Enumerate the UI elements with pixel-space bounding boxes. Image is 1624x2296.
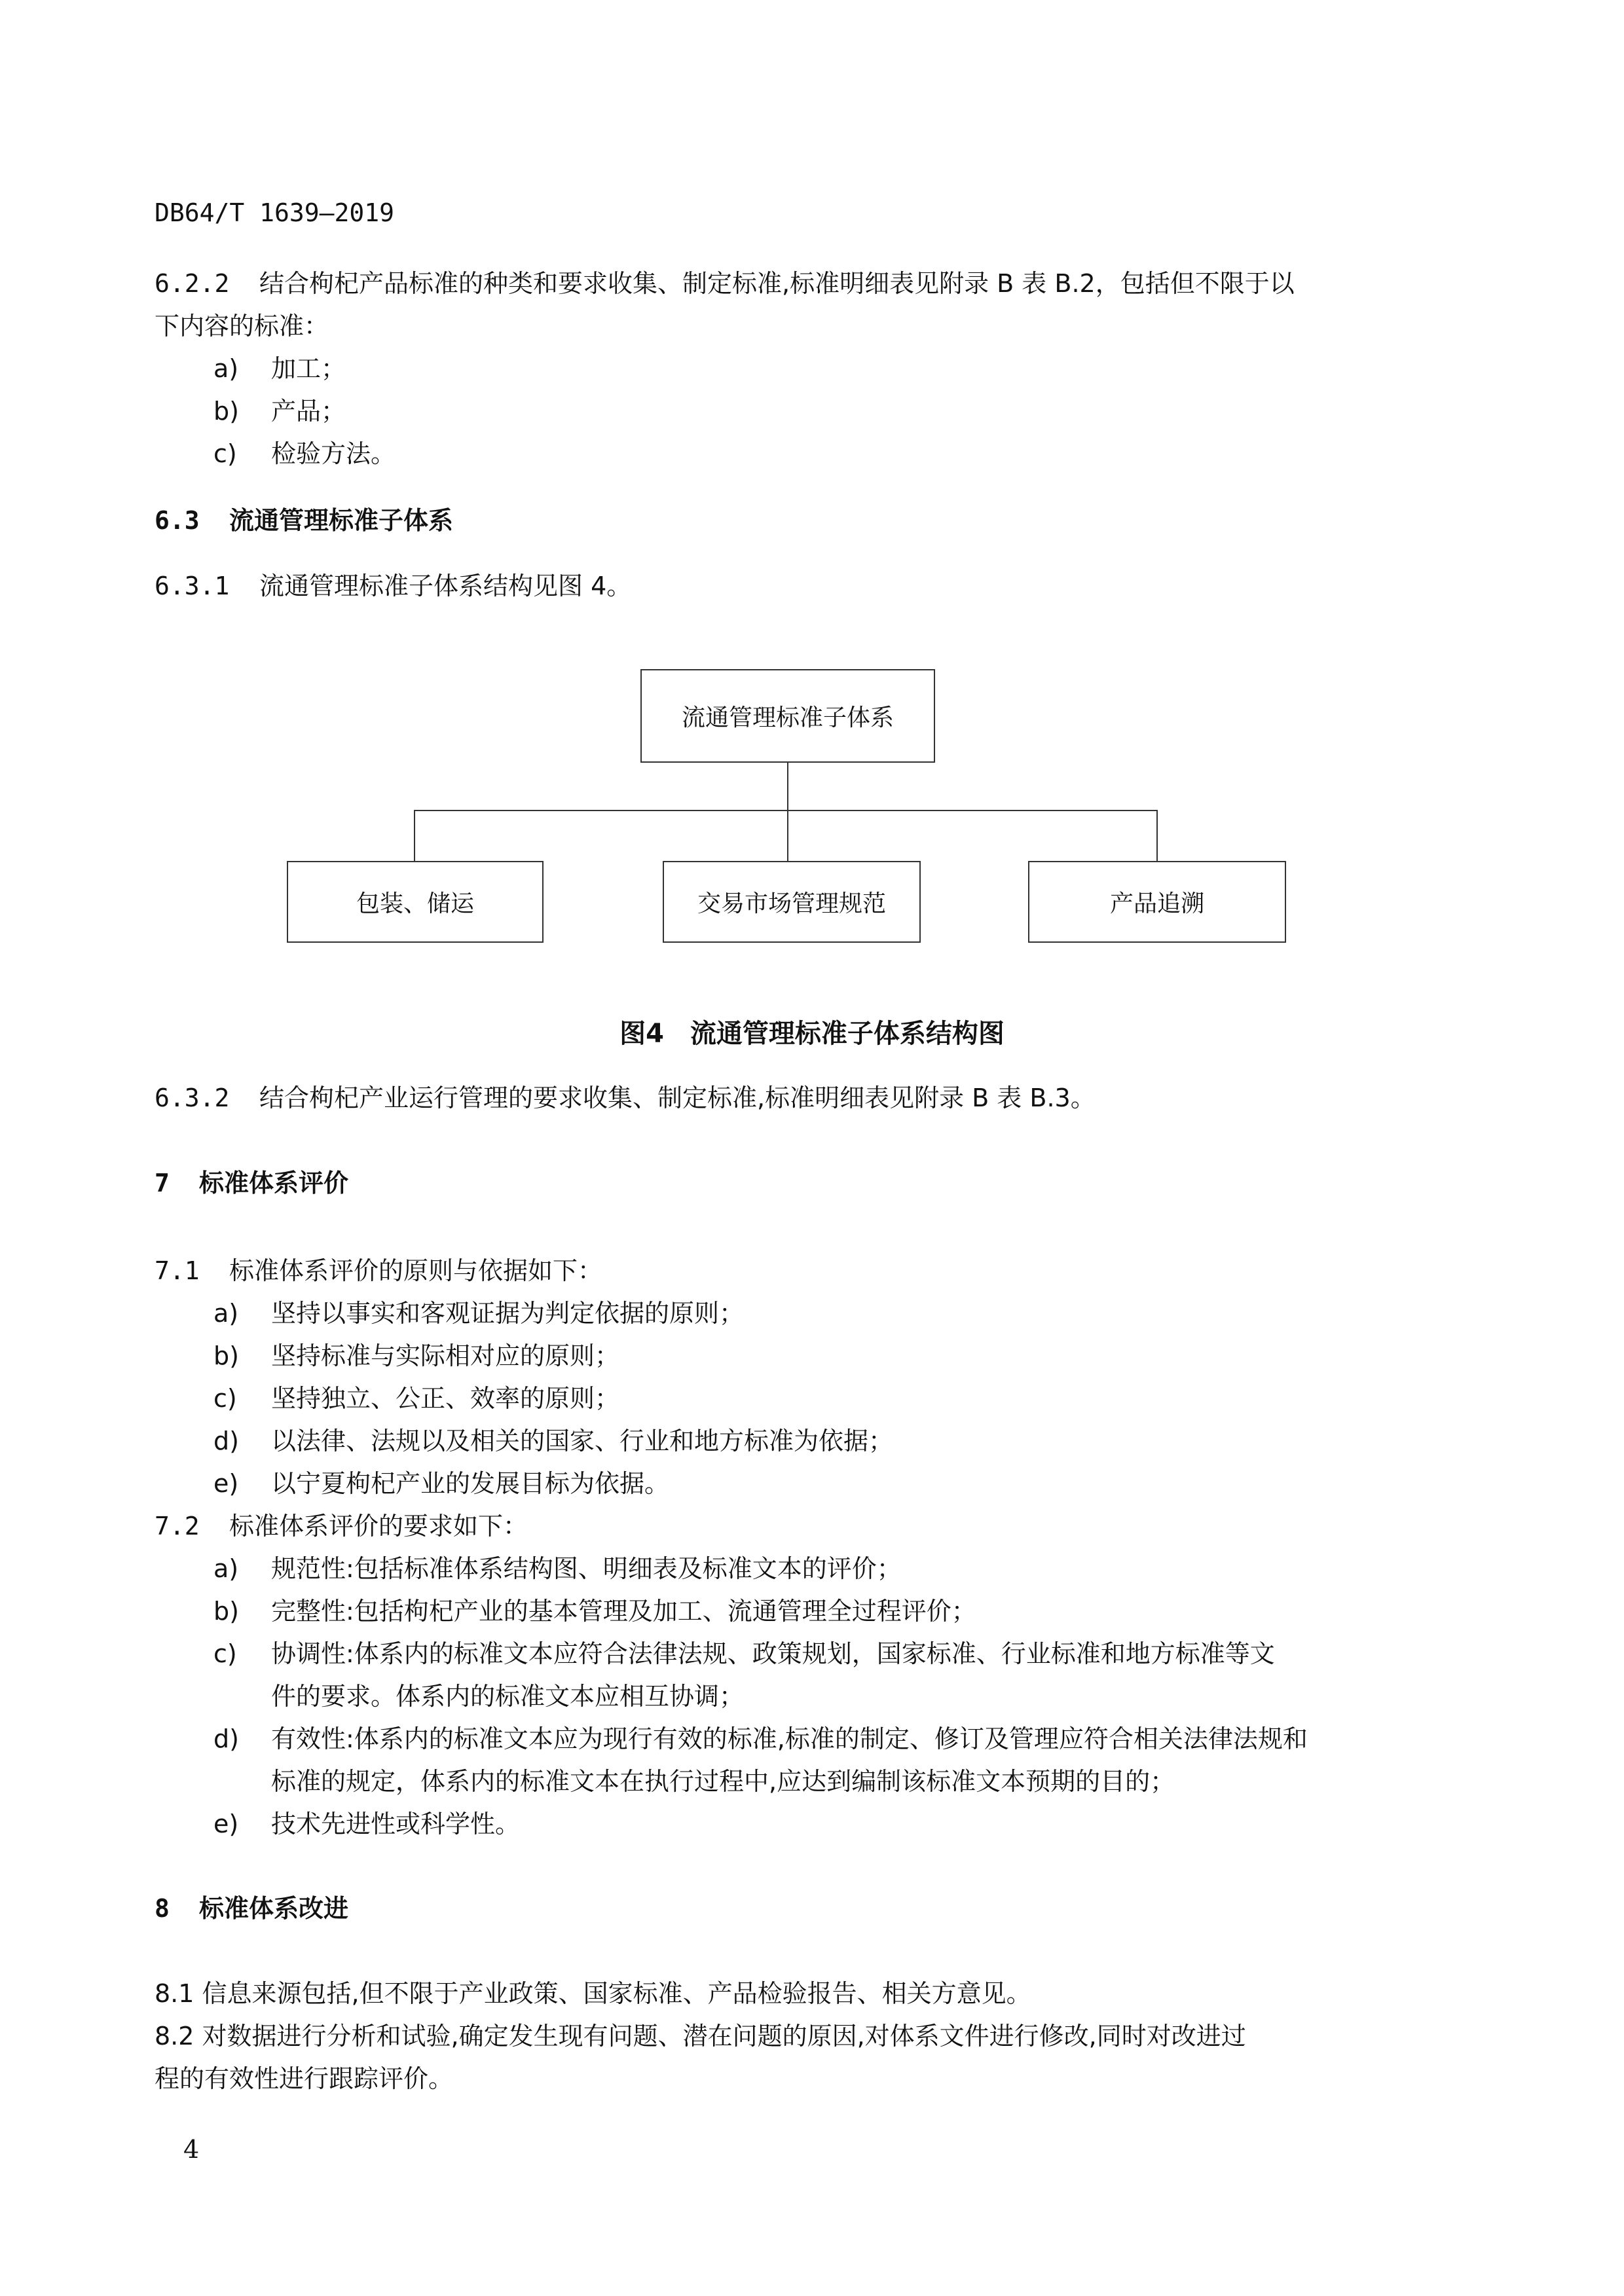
paragraph-line: 结合枸杞产业运行管理的要求收集、制定标准,标准明细表见附录 B 表 B.3。: [259, 1084, 1096, 1112]
connector-line: [1156, 810, 1158, 861]
paragraph-line: 流通管理标准子体系结构见图 4。: [259, 572, 632, 600]
connector-line: [414, 810, 415, 861]
list-item: 规范性:包括标准体系结构图、明细表及标准文本的评价；: [271, 1554, 902, 1583]
clause-number: 6.3.1: [155, 572, 230, 600]
list-label: d): [213, 1724, 239, 1753]
list-item: 以宁夏枸杞产业的发展目标为依据。: [271, 1469, 670, 1498]
list-item: 完整性:包括枸杞产业的基本管理及加工、流通管理全过程评价；: [271, 1597, 976, 1626]
paragraph-line: 标准体系评价的要求如下：: [229, 1512, 528, 1540]
figure-caption: 图4 流通管理标准子体系结构图: [619, 1019, 1005, 1049]
page-number: 4: [183, 2135, 200, 2164]
clause-number: 7.1: [155, 1256, 200, 1285]
list-label: b): [213, 1341, 239, 1370]
section-number: 6.3: [155, 506, 200, 535]
list-item: 技术先进性或科学性。: [271, 1810, 521, 1838]
list-item-continuation: 标准的规定，体系内的标准文本在执行过程中,应达到编制该标准文本预期的目的；: [271, 1767, 1175, 1796]
list-label: a): [213, 354, 239, 383]
connector-line: [414, 810, 1158, 811]
clause-number: 7.2: [155, 1512, 200, 1540]
paragraph-line: 程的有效性进行跟踪评价。: [155, 2064, 454, 2093]
chapter-title: 标准体系改进: [199, 1894, 349, 1923]
list-item: 加工；: [271, 354, 346, 383]
list-item-continuation: 件的要求。体系内的标准文本应相互协调；: [271, 1682, 745, 1711]
list-label: e): [213, 1810, 239, 1838]
list-label: d): [213, 1427, 239, 1455]
list-label: a): [213, 1299, 239, 1328]
list-label: e): [213, 1469, 239, 1498]
list-item: 以法律、法规以及相关的国家、行业和地方标准为依据；: [271, 1427, 894, 1455]
list-label: a): [213, 1554, 239, 1583]
list-label: c): [213, 1639, 237, 1668]
diagram-root-node: 流通管理标准子体系: [640, 669, 935, 763]
diagram-child-node: 交易市场管理规范: [663, 861, 921, 943]
clause-number: 6.3.2: [155, 1084, 230, 1112]
list-item: 坚持独立、公正、效率的原则；: [271, 1384, 620, 1413]
paragraph-line: 结合枸杞产品标准的种类和要求收集、制定标准,标准明细表见附录 B 表 B.2，包括但不限于以: [259, 269, 1295, 298]
list-item: 协调性:体系内的标准文本应符合法律法规、政策规划，国家标准、行业标准和地方标准等文: [271, 1639, 1275, 1668]
clause-number: 6.2.2: [155, 269, 230, 298]
list-label: b): [213, 397, 239, 426]
connector-line: [787, 763, 788, 811]
paragraph-line: 8.2 对数据进行分析和试验,确定发生现有问题、潜在问题的原因,对体系文件进行修改,同时对改进过: [155, 2022, 1246, 2050]
paragraph-line: 下内容的标准：: [155, 312, 329, 340]
list-item: 产品；: [271, 397, 346, 426]
document-code: DB64/T 1639—2019: [155, 198, 395, 227]
list-label: c): [213, 1384, 237, 1413]
chapter-number: 7: [155, 1169, 170, 1197]
list-label: c): [213, 439, 237, 468]
list-label: b): [213, 1597, 239, 1626]
paragraph-line: 标准体系评价的原则与依据如下：: [229, 1256, 603, 1285]
list-item: 检验方法。: [271, 439, 396, 468]
section-title: 流通管理标准子体系: [229, 506, 454, 535]
connector-line: [787, 810, 788, 861]
chapter-title: 标准体系评价: [199, 1169, 349, 1197]
diagram-child-node: 包装、储运: [287, 861, 544, 943]
list-item: 坚持以事实和客观证据为判定依据的原则；: [271, 1299, 745, 1328]
diagram-child-node: 产品追溯: [1028, 861, 1286, 943]
list-item: 有效性:体系内的标准文本应为现行有效的标准,标准的制定、修订及管理应符合相关法律法规和: [271, 1724, 1308, 1753]
paragraph-line: 8.1 信息来源包括,但不限于产业政策、国家标准、产品检验报告、相关方意见。: [155, 1979, 1031, 2008]
list-item: 坚持标准与实际相对应的原则；: [271, 1341, 620, 1370]
chapter-number: 8: [155, 1894, 170, 1923]
